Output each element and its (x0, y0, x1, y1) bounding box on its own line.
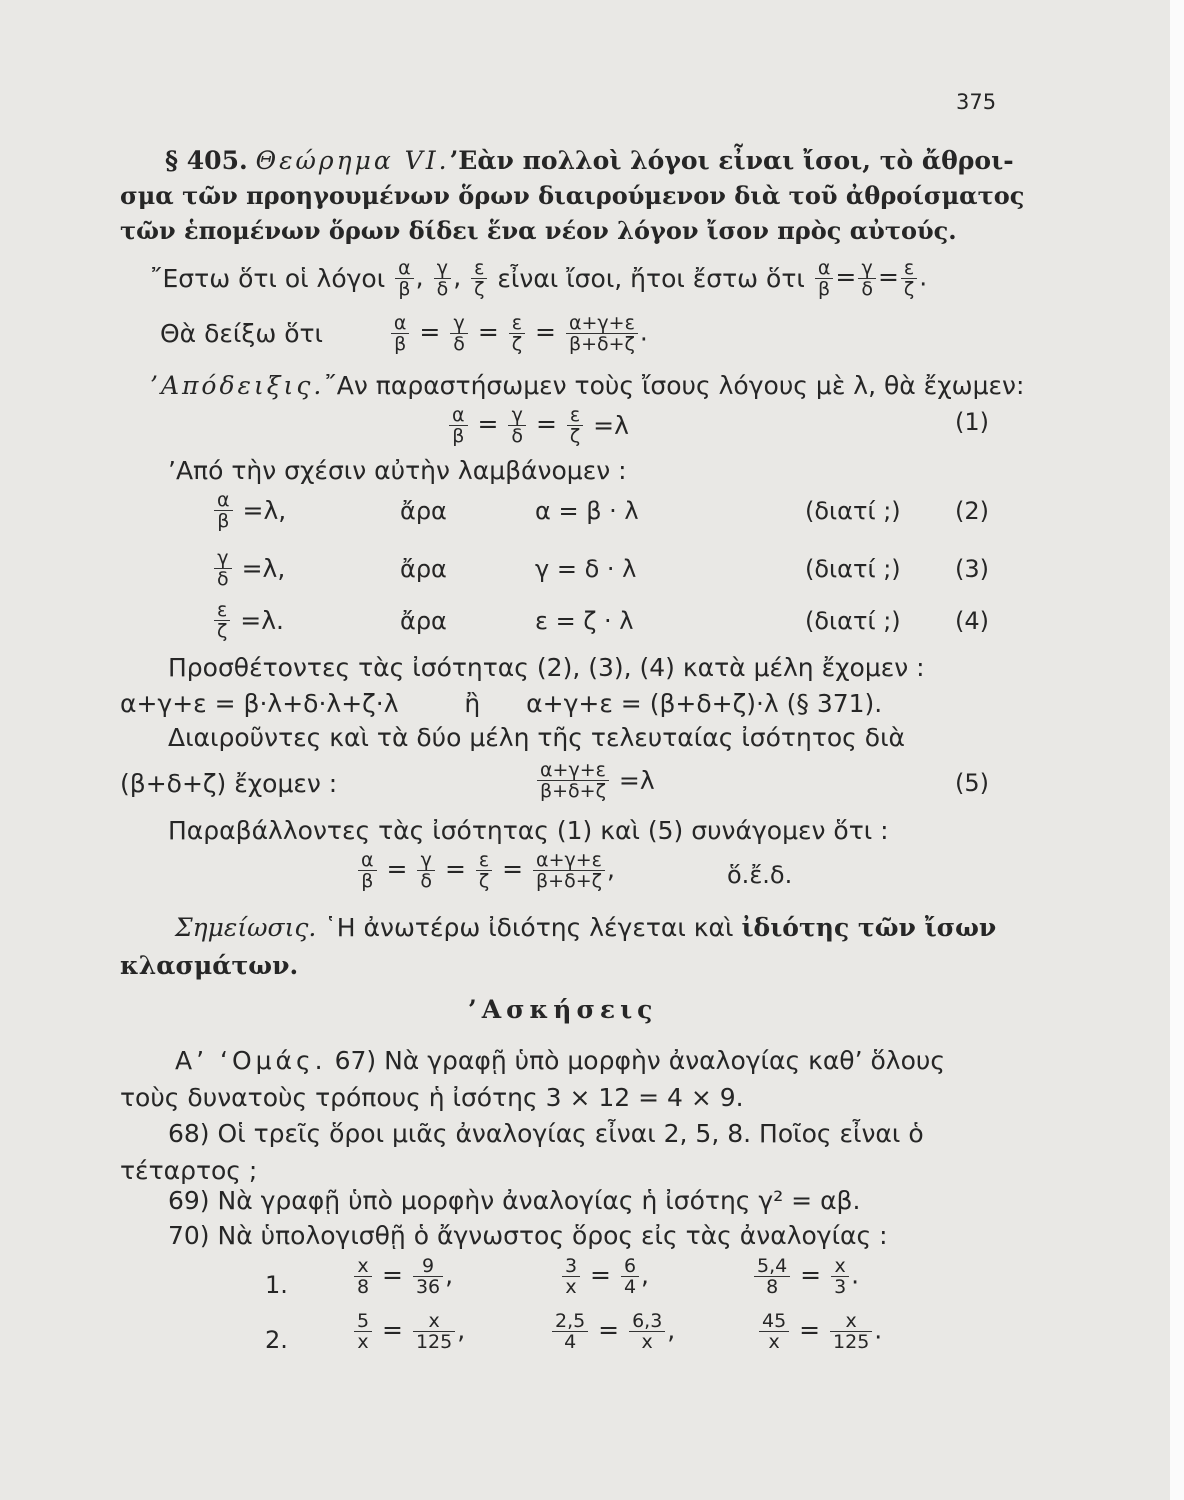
page-edge (1170, 0, 1184, 1500)
fraction (391, 313, 410, 354)
exercise-68-line-2: τέταρτος ; (120, 1156, 258, 1185)
fraction (413, 1311, 455, 1352)
fraction-a-b (395, 258, 414, 299)
numerator: 9 (413, 1256, 443, 1277)
equation-3-right: γ = δ · λ (535, 555, 637, 583)
group-label: Α’ ‘Ομάς. (175, 1046, 327, 1075)
math-symbol: = (241, 553, 263, 583)
denominator: ζ (478, 870, 490, 892)
numerator: ε (567, 405, 583, 426)
denominator: δ (436, 278, 449, 300)
theorem-text-1: ’Εὰν πολλοὶ λόγοι εἶναι ἴσοι, τὸ ἄθροι- (449, 146, 1014, 175)
denominator: x (357, 1331, 369, 1353)
fraction (815, 258, 834, 299)
from-relation-line: ’Από τὴν σχέσιν αὐτὴν λαμβάνομεν : (168, 456, 627, 485)
equation-2-left (212, 490, 286, 531)
proportion-5: $\frac{2,5}{4}$ = $\frac{6,3}{x}$ , (550, 1311, 675, 1352)
denominator: ζ (217, 620, 228, 642)
proportion-4: $\frac{5}{x}$ = $\frac{x}{125}$ , (352, 1311, 465, 1352)
denominator: β (394, 333, 407, 355)
fraction (831, 1256, 849, 1297)
equation-5 (535, 760, 655, 801)
denominator: ζ (903, 278, 915, 300)
numerator: 6,3 (629, 1311, 665, 1332)
fraction (759, 1311, 789, 1352)
denominator: 4 (623, 1276, 637, 1298)
dividing-line: Διαιροῦντες καὶ τὰ δύο μέλη τῆς τελευταίας ἰσότητος διὰ (168, 723, 906, 752)
to-prove-label: Θὰ δείξω ὅτι (160, 318, 324, 348)
proof-header (150, 370, 1024, 402)
row-label-2: 2. (265, 1326, 288, 1354)
equation-2-right: α = β · λ (535, 497, 639, 525)
denominator: β (398, 278, 411, 300)
sum-left: α+γ+ε = β·λ+δ·λ+ζ·λ (120, 689, 399, 718)
fraction (354, 1311, 372, 1352)
qed: ὅ.ἔ.δ. (727, 861, 793, 889)
numerator: ε (471, 258, 487, 279)
fraction (621, 1256, 639, 1297)
theorem-line-2: σμα τῶν προηγουμένων ὅρων διαιρούμενον διὰ τοῦ ἀθροίσματος (120, 181, 1025, 210)
numerator: 2,5 (552, 1311, 588, 1332)
fraction (552, 1311, 588, 1352)
numerator: x (831, 1256, 849, 1277)
theorem-line-3: τῶν ἑπομένων ὅρων δίδει ἕνα νέον λόγον ἴσον πρὸς αὐτούς. (120, 216, 957, 245)
numerator: ε (509, 313, 525, 334)
numerator: ε (214, 600, 230, 621)
denominator: ζ (474, 278, 485, 300)
to-prove-line: Θὰ δείξω ὅτι $\frac{\alpha}{\beta}$ = $\frac{\gamma}{\delta}$ = $\frac{\varepsilon}{\zeta}$ = $\frac{\alpha+\gamma+\varepsilon}{\beta+\delta+\zeta}$ . (160, 312, 648, 355)
theorem-name: Θεώρημα VI. (255, 146, 450, 175)
exercise-67-line-1 (175, 1045, 945, 1077)
fraction (214, 548, 232, 589)
final-equation: $\frac{\alpha}{\beta}$ = $\frac{\gamma}{\delta}$ = $\frac{\varepsilon}{\zeta}$ = $\frac{\alpha+\gamma+\varepsilon}{\beta+\delta+\zeta}$ , (356, 850, 615, 891)
denominator: ζ (511, 333, 523, 355)
note-line-1 (175, 912, 996, 944)
note-text: ῾Η ἀνωτέρω ἰδιότης λέγεται καὶ (324, 913, 734, 942)
math-symbol: , (277, 553, 286, 583)
fraction (476, 850, 492, 891)
numerator: x (354, 1256, 372, 1277)
denominator: β+δ+ζ (568, 333, 635, 355)
hypothesis-line: ῎Εστω ὅτι οἱ λόγοι $\frac{\alpha}{\beta}$ , $\frac{\gamma}{\delta}$ , $\frac{\varepsilon}{\zeta}$ εἶναι ἴσοι, ἤτοι ἔστω ὅτι $\frac{\alpha}{\beta}$ = $\frac{\gamma}{\delta}$ = $\frac{\varepsilon}{\zeta}$ . (150, 257, 928, 300)
denominator: 125 (415, 1331, 453, 1353)
numerator: 45 (759, 1311, 789, 1332)
numerator: γ (508, 405, 526, 426)
exercise-70: 70) Νὰ ὑπολογισθῇ ὁ ἄγνωστος ὅρος εἰς τὰς ἀναλογίας : (168, 1221, 888, 1250)
denominator: β+δ+ζ (540, 780, 606, 802)
denominator: δ (861, 278, 873, 300)
proportion-2: $\frac{3}{x}$ = $\frac{6}{4}$ , (560, 1256, 649, 1297)
denominator: 8 (766, 1276, 779, 1298)
page-number: 375 (956, 90, 997, 114)
math-symbol: λ (261, 605, 277, 635)
denominator: β (217, 510, 230, 532)
fraction (901, 258, 917, 299)
fraction (214, 490, 233, 531)
fraction (562, 1256, 580, 1297)
numerator: x (413, 1311, 455, 1332)
note-label: Σημείωσις. (175, 913, 317, 942)
exercise-67-line-2: τοὺς δυνατοὺς τρόπους ἡ ἰσότης 3 × 12 = 4 × 9. (120, 1083, 744, 1112)
numerator: α (815, 258, 834, 279)
math-symbol: λ (263, 495, 279, 525)
equation-1: $\frac{\alpha}{\beta}$ = $\frac{\gamma}{\delta}$ = $\frac{\varepsilon}{\zeta}$ =λ (447, 405, 629, 446)
fraction (533, 850, 605, 891)
fraction (830, 1311, 872, 1352)
note-bold: ἰδιότης τῶν ἴσων (741, 913, 997, 942)
note-line-2: κλασμάτων. (120, 951, 299, 980)
fraction (509, 313, 525, 354)
equation-label-2: (2) (955, 497, 989, 525)
numerator: α+γ+ε (566, 313, 638, 334)
exercise-67-text: 67) Νὰ γραφῇ ὑπὸ μορφὴν ἀναλογίας καθ’ ὅλους (334, 1046, 946, 1075)
denominator: β+δ+ζ (536, 870, 602, 892)
fraction (354, 1256, 372, 1297)
numerator: 5,4 (754, 1256, 790, 1277)
denominator: x (641, 1331, 653, 1353)
sum-line (120, 688, 882, 720)
numerator: γ (450, 313, 468, 334)
math-symbol: = (242, 495, 264, 525)
ara-3: ἄρα (400, 555, 447, 583)
denominator: δ (217, 568, 229, 590)
denominator: x (565, 1276, 577, 1298)
hypothesis-middle: εἶναι ἴσοι, ἤτοι ἔστω ὅτι (497, 263, 805, 293)
proof-label: ’Απόδειξις. (150, 371, 325, 400)
equation-label-1: (1) (955, 408, 989, 436)
equation-label-3: (3) (955, 555, 989, 583)
fraction (417, 850, 435, 891)
sum-right: α+γ+ε = (β+δ+ζ)·λ (§ 371). (526, 689, 883, 718)
numerator: γ (858, 258, 876, 279)
math-symbol: λ (614, 410, 629, 440)
math-symbol: λ (262, 553, 278, 583)
fraction (214, 600, 230, 641)
numerator: α (214, 490, 233, 511)
numerator: α (449, 405, 468, 426)
proportion-6: $\frac{45}{x}$ = $\frac{x}{125}$ . (757, 1311, 882, 1352)
fraction (508, 405, 526, 446)
equation-4-right: ε = ζ · λ (535, 607, 634, 635)
theorem-line-1 (165, 145, 1014, 177)
fraction (537, 760, 609, 801)
numerator: α (395, 258, 414, 279)
fraction (858, 258, 876, 299)
why-3: (διατί ;) (805, 555, 901, 583)
denominator: δ (453, 333, 465, 355)
denominator: x (768, 1331, 780, 1353)
denominator: 36 (415, 1276, 441, 1298)
fraction (358, 850, 377, 891)
ara-4: ἄρα (400, 607, 447, 635)
exercise-69: 69) Νὰ γραφῇ ὑπὸ μορφὴν ἀναλογίας ἡ ἰσότης γ² = αβ. (168, 1186, 861, 1215)
adding-line: Προσθέτοντες τὰς ἰσότητας (2), (3), (4) κατὰ μέλη ἔχομεν : (168, 653, 925, 682)
fraction (567, 405, 583, 446)
row-label-1: 1. (265, 1271, 288, 1299)
fraction (450, 313, 468, 354)
denominator: δ (511, 425, 523, 447)
equation-label-5: (5) (955, 769, 989, 797)
proportion-1: $\frac{x}{8}$ = $\frac{9}{36}$ , (352, 1256, 453, 1297)
numerator: x (830, 1311, 872, 1332)
denominator: 3 (834, 1276, 847, 1298)
exercises-title: ’Ασκήσεις (468, 995, 658, 1024)
fraction (413, 1256, 443, 1297)
math-symbol: = (618, 765, 640, 795)
equation-4-left (212, 600, 284, 641)
fraction (449, 405, 468, 446)
numerator: α (358, 850, 377, 871)
hypothesis-prefix: ῎Εστω ὅτι οἱ λόγοι (150, 263, 386, 293)
numerator: 3 (562, 1256, 580, 1277)
numerator: α (391, 313, 410, 334)
denominator: 8 (357, 1276, 370, 1298)
why-4: (διατί ;) (805, 607, 901, 635)
or-word: ἢ (464, 689, 481, 718)
math-symbol: = (240, 605, 262, 635)
math-symbol: , (278, 495, 287, 525)
proportion-3: $\frac{5,4}{8}$ = $\frac{x}{3}$ . (752, 1256, 859, 1297)
denominator: δ (420, 870, 432, 892)
denominator: ζ (569, 425, 581, 447)
equation-3-left (212, 548, 285, 589)
numerator: γ (214, 548, 232, 569)
numerator: ε (901, 258, 917, 279)
fraction (629, 1311, 665, 1352)
why-2: (διατί ;) (805, 497, 901, 525)
numerator: α+γ+ε (533, 850, 605, 871)
numerator: ε (476, 850, 492, 871)
denominator: β (818, 278, 831, 300)
fraction-g-d (434, 258, 452, 299)
proof-text: ῎Αν παραστήσωμεν τοὺς ἴσους λόγους μὲ λ, θὰ ἔχωμεν: (324, 371, 1025, 400)
numerator: γ (434, 258, 452, 279)
numerator: α+γ+ε (537, 760, 609, 781)
denominator: 125 (833, 1331, 870, 1353)
fraction (754, 1256, 790, 1297)
section-number: § 405. (165, 146, 248, 175)
dividing-line-2: (β+δ+ζ) ἔχομεν : (120, 769, 338, 798)
comparing-line: Παραβάλλοντες τὰς ἰσότητας (1) καὶ (5) συνάγομεν ὅτι : (168, 816, 889, 845)
denominator: β (361, 870, 374, 892)
math-symbol: λ (639, 765, 655, 795)
fraction-sum (566, 313, 638, 354)
exercise-68-line-1: 68) Οἱ τρεῖς ὅροι μιᾶς ἀναλογίας εἶναι 2, 5, 8. Ποῖος εἶναι ὁ (168, 1119, 924, 1148)
numerator: γ (417, 850, 435, 871)
numerator: 5 (354, 1311, 372, 1332)
ara-2: ἄρα (400, 497, 447, 525)
denominator: 4 (564, 1331, 577, 1353)
numerator: 6 (621, 1256, 639, 1277)
fraction-e-z (471, 258, 487, 299)
math-symbol: . (276, 605, 284, 635)
denominator: β (452, 425, 465, 447)
equation-label-4: (4) (955, 607, 989, 635)
math-symbol: = (593, 410, 615, 440)
